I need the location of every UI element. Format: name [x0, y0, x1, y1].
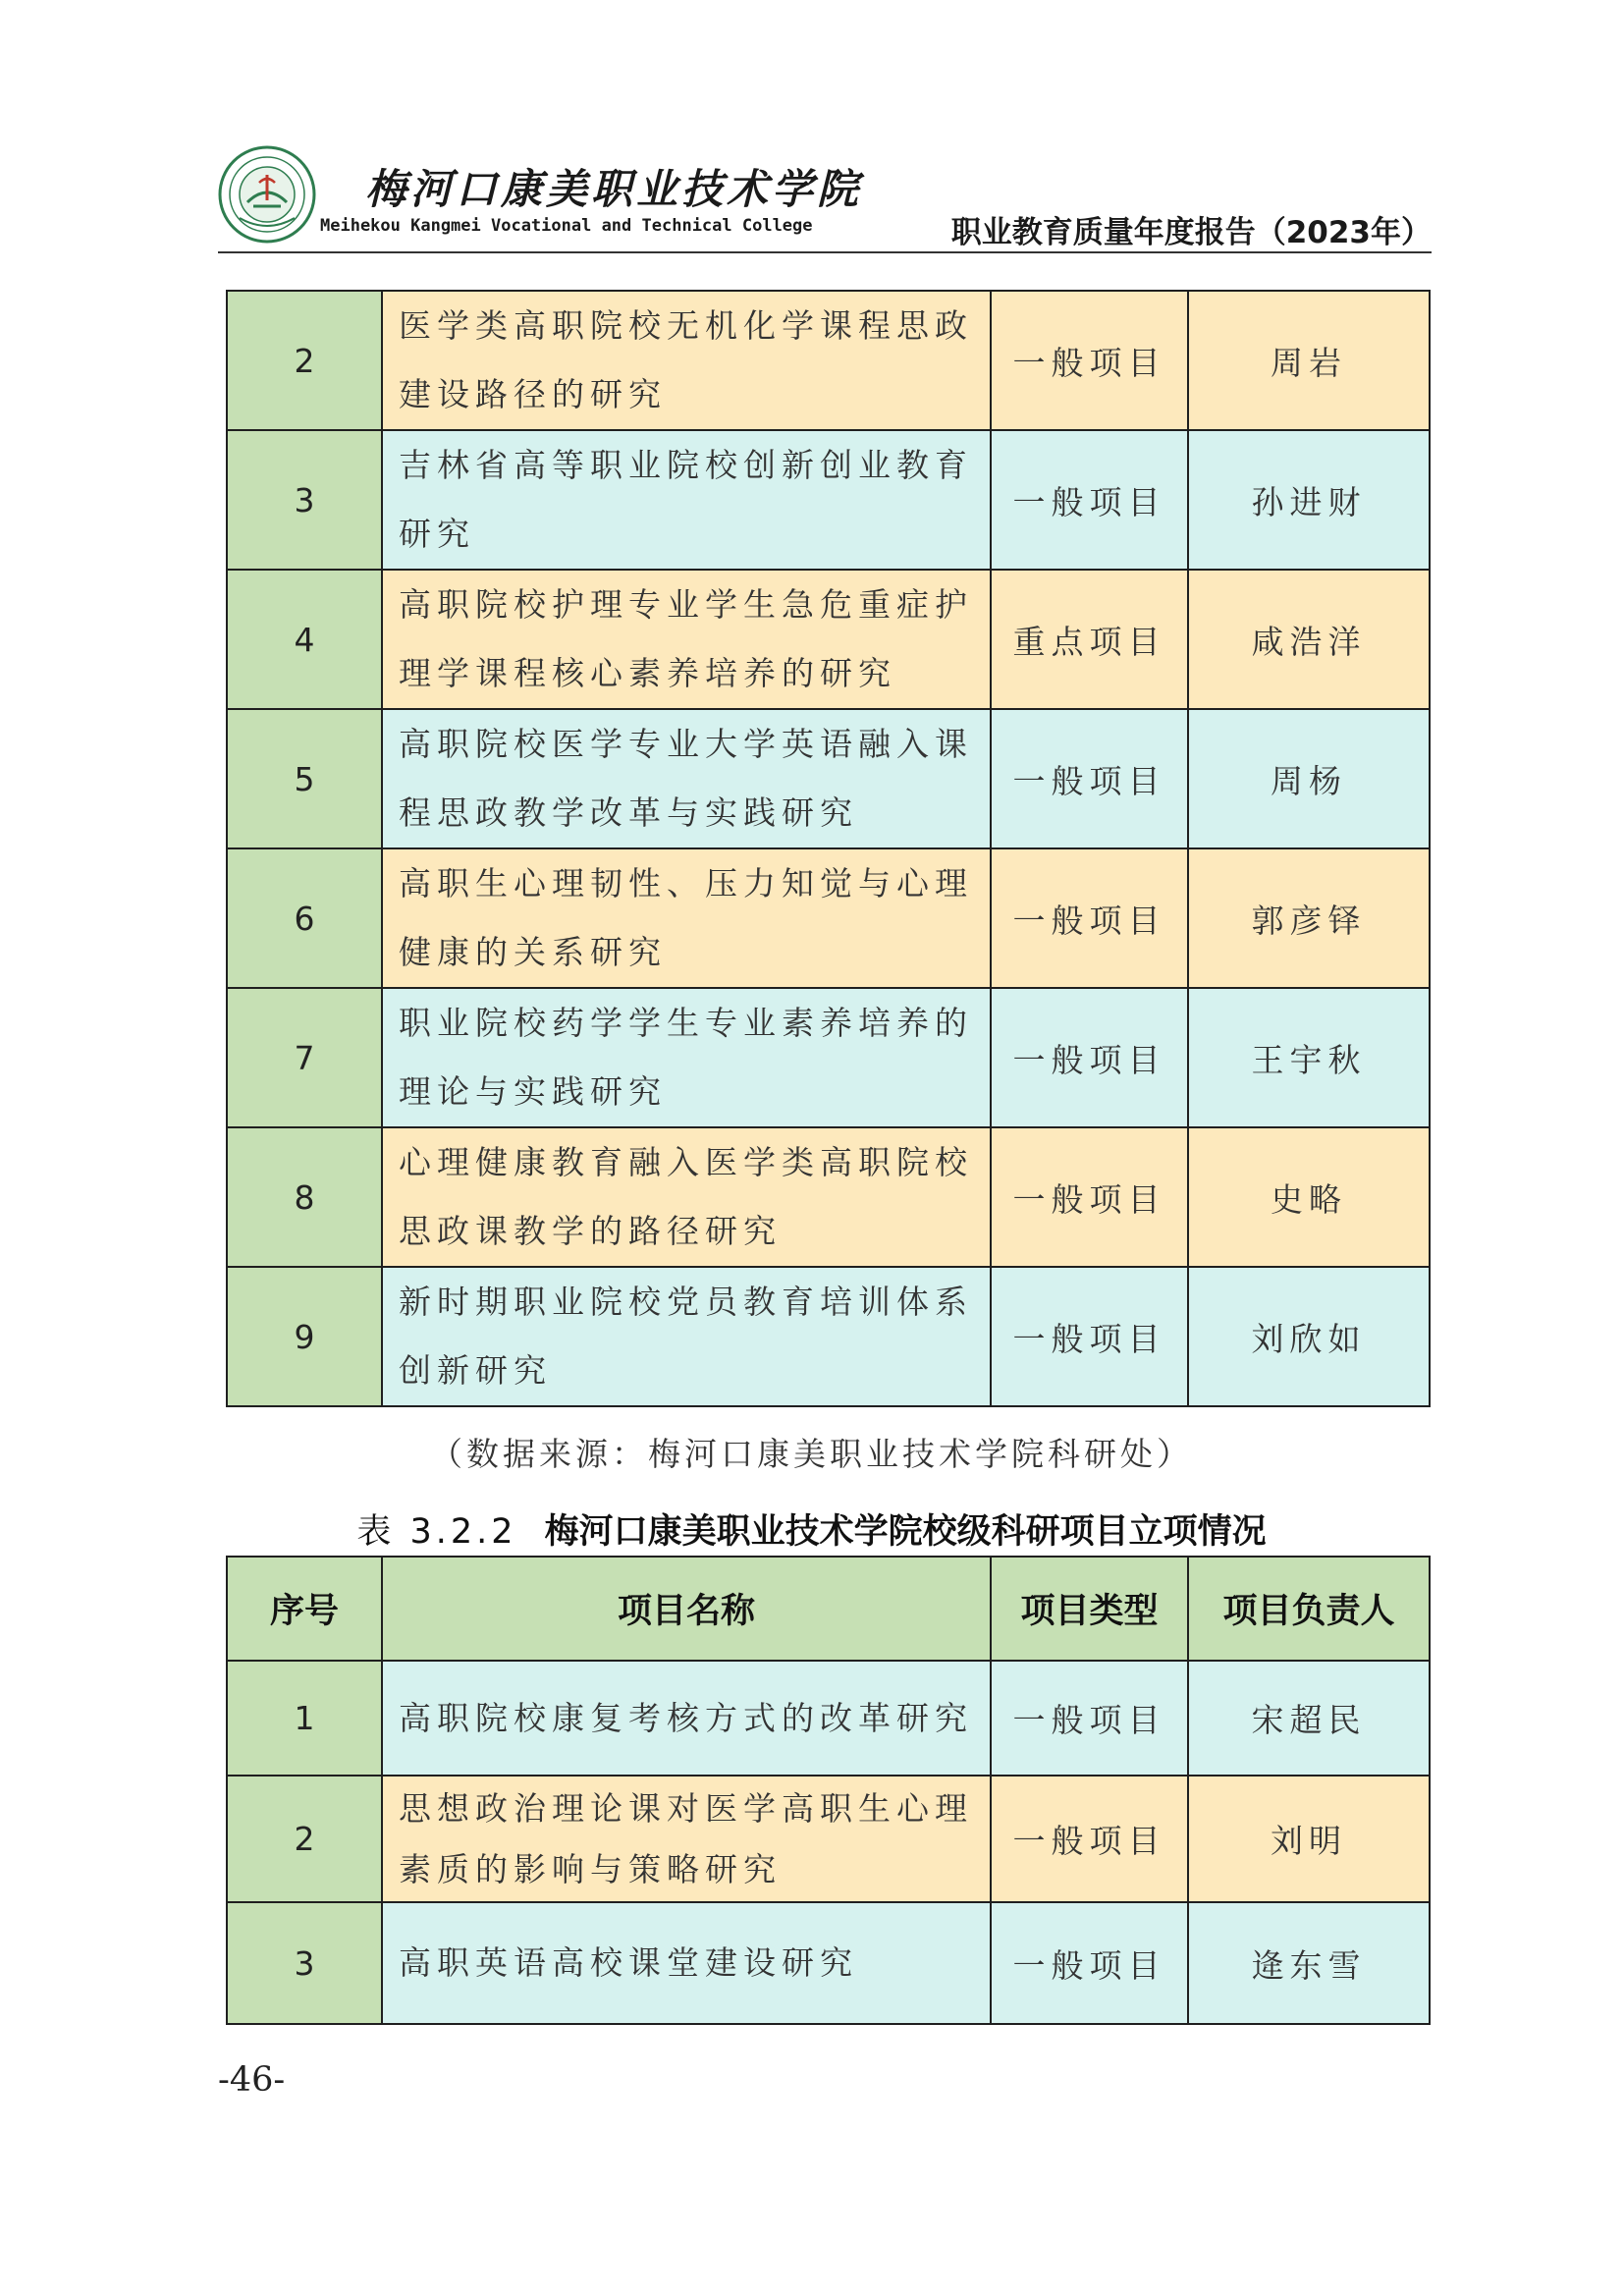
- project-type: 一般项目: [991, 988, 1188, 1127]
- row-number: 5: [227, 709, 382, 848]
- project-leader: 郭彦铎: [1188, 848, 1430, 988]
- project-name: 高职生心理韧性、压力知觉与心理健康的关系研究: [382, 848, 991, 988]
- row-number: 3: [227, 430, 382, 570]
- row-number: 6: [227, 848, 382, 988]
- table-row: [227, 570, 1430, 709]
- project-name: 新时期职业院校党员教育培训体系创新研究: [382, 1267, 991, 1406]
- table-row: [227, 1127, 1430, 1267]
- page-number: -46-: [218, 2060, 286, 2100]
- header-project-leader: 项目负责人: [1188, 1557, 1430, 1661]
- project-leader: 王宇秋: [1188, 988, 1430, 1127]
- project-leader: 刘明: [1188, 1776, 1430, 1902]
- row-number: 7: [227, 988, 382, 1127]
- project-type: 一般项目: [991, 848, 1188, 988]
- page-header: [218, 145, 1432, 253]
- project-name: 医学类高职院校无机化学课程思政建设路径的研究: [382, 291, 991, 430]
- project-type: 一般项目: [991, 1661, 1188, 1776]
- project-leader: 孙进财: [1188, 430, 1430, 570]
- project-type: 一般项目: [991, 291, 1188, 430]
- project-name: 高职院校康复考核方式的改革研究: [382, 1661, 991, 1776]
- table-row: [227, 1661, 1430, 1776]
- row-number: 2: [227, 1776, 382, 1902]
- header-project-name: 项目名称: [382, 1557, 991, 1661]
- project-leader: 逄东雪: [1188, 1902, 1430, 2024]
- research-projects-table-continued: [226, 290, 1431, 1407]
- project-name: 吉林省高等职业院校创新创业教育研究: [382, 430, 991, 570]
- header-project-type: 项目类型: [991, 1557, 1188, 1661]
- project-leader: 咸浩洋: [1188, 570, 1430, 709]
- table-caption-label: 表 3.2.2: [356, 1512, 517, 1552]
- project-type: 一般项目: [991, 1902, 1188, 2024]
- table-row: [227, 988, 1430, 1127]
- header-divider: [218, 251, 1432, 253]
- table-row: [227, 1776, 1430, 1902]
- table-row: [227, 1267, 1430, 1406]
- table-row: [227, 1902, 1430, 2024]
- project-leader: 刘欣如: [1188, 1267, 1430, 1406]
- project-name: 职业院校药学学生专业素养培养的理论与实践研究: [382, 988, 991, 1127]
- project-leader: 宋超民: [1188, 1661, 1430, 1776]
- project-type: 一般项目: [991, 1127, 1188, 1267]
- project-type: 一般项目: [991, 1267, 1188, 1406]
- school-name-english: Meihekou Kangmei Vocational and Technical College: [320, 216, 813, 236]
- table-caption: [0, 1504, 1623, 1554]
- project-leader: 史略: [1188, 1127, 1430, 1267]
- project-type: 一般项目: [991, 709, 1188, 848]
- table-row: [227, 848, 1430, 988]
- project-leader: 周岩: [1188, 291, 1430, 430]
- table-header-row: [227, 1557, 1430, 1661]
- table-row: [227, 430, 1430, 570]
- report-title: 职业教育质量年度报告（2023年）: [950, 215, 1432, 250]
- table-caption-title: 梅河口康美职业技术学院校级科研项目立项情况: [544, 1512, 1267, 1552]
- table-row: [227, 291, 1430, 430]
- row-number: 3: [227, 1902, 382, 2024]
- row-number: 2: [227, 291, 382, 430]
- row-number: 1: [227, 1661, 382, 1776]
- row-number: 4: [227, 570, 382, 709]
- row-number: 8: [227, 1127, 382, 1267]
- project-name: 高职英语高校课堂建设研究: [382, 1902, 991, 2024]
- college-logo-icon: [218, 145, 316, 244]
- data-source-note: （数据来源：梅河口康美职业技术学院科研处）: [430, 1435, 1193, 1473]
- project-name: 思想政治理论课对医学高职生心理素质的影响与策略研究: [382, 1776, 991, 1902]
- project-name: 高职院校护理专业学生急危重症护理学课程核心素养培养的研究: [382, 570, 991, 709]
- project-name: 心理健康教育融入医学类高职院校思政课教学的路径研究: [382, 1127, 991, 1267]
- school-level-projects-table: [226, 1556, 1431, 2025]
- row-number: 9: [227, 1267, 382, 1406]
- header-number: 序号: [227, 1557, 382, 1661]
- project-type: 一般项目: [991, 1776, 1188, 1902]
- project-type: 一般项目: [991, 430, 1188, 570]
- school-name: 梅河口康美职业技术学院: [365, 165, 863, 213]
- project-name: 高职院校医学专业大学英语融入课程思政教学改革与实践研究: [382, 709, 991, 848]
- project-leader: 周杨: [1188, 709, 1430, 848]
- project-type: 重点项目: [991, 570, 1188, 709]
- table-row: [227, 709, 1430, 848]
